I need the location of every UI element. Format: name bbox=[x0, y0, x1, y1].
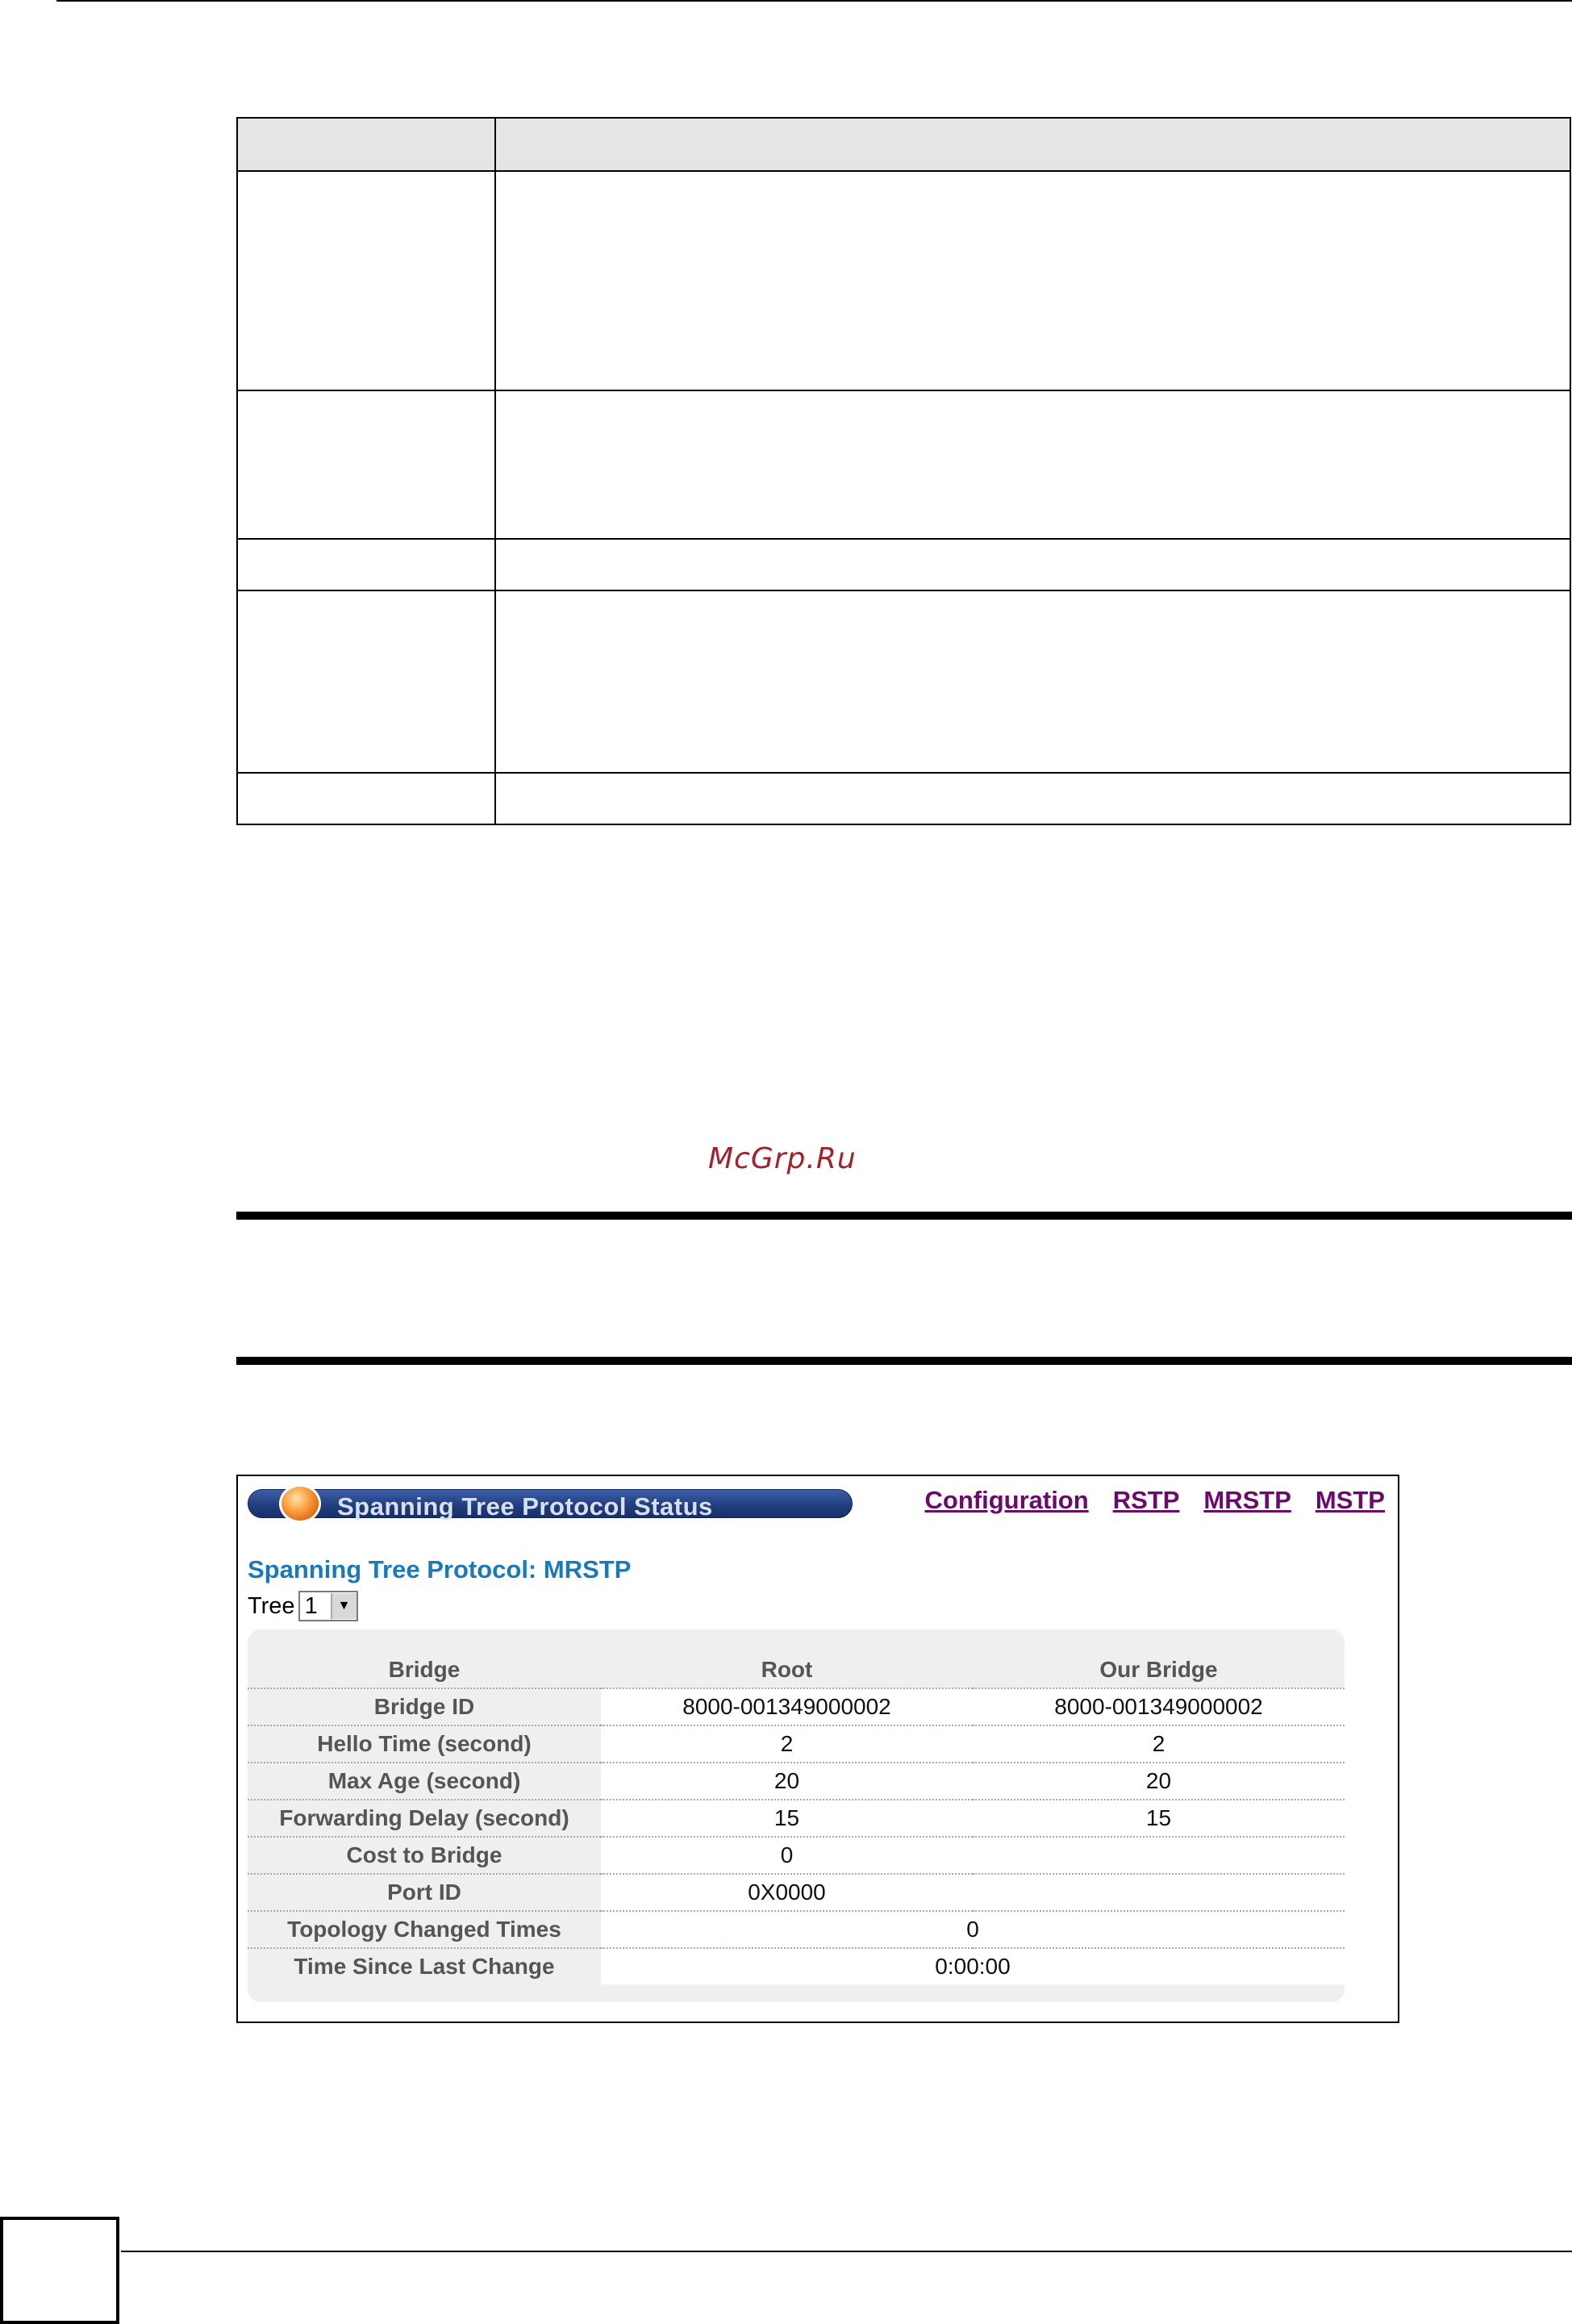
status-table-box bbox=[248, 1629, 1345, 2002]
panel-title: Spanning Tree Protocol Status bbox=[337, 1492, 713, 1521]
tree-label: Tree bbox=[248, 1592, 295, 1619]
table-row bbox=[248, 1874, 1345, 1911]
our-bridge-value: 8000-001349000002 bbox=[973, 1688, 1345, 1725]
root-value: 0 bbox=[601, 1837, 973, 1874]
row-label: Topology Changed Times bbox=[248, 1911, 601, 1948]
section-rule-bottom bbox=[236, 1357, 1572, 1365]
row-label: Bridge ID bbox=[248, 1688, 601, 1725]
link-mstp[interactable]: MSTP bbox=[1315, 1486, 1385, 1514]
nav-links bbox=[925, 1486, 1386, 1515]
footer-rule bbox=[121, 2251, 1572, 2252]
merged-value: 0 bbox=[601, 1911, 1345, 1948]
merged-value: 0:00:00 bbox=[601, 1948, 1345, 1984]
link-mrstp[interactable]: MRSTP bbox=[1203, 1486, 1291, 1514]
table-row bbox=[248, 1911, 1345, 1948]
table-row bbox=[237, 390, 1570, 539]
root-value: 8000-001349000002 bbox=[601, 1688, 973, 1725]
our-bridge-value: 20 bbox=[973, 1763, 1345, 1800]
tree-selector-row bbox=[248, 1591, 358, 1621]
title-bar bbox=[248, 1489, 853, 1521]
table-row bbox=[237, 773, 1570, 824]
our-bridge-value bbox=[973, 1837, 1345, 1874]
col-header-our-bridge: Our Bridge bbox=[973, 1652, 1345, 1688]
description-table bbox=[236, 117, 1571, 825]
page-number-box bbox=[0, 2217, 119, 2324]
table-row bbox=[237, 590, 1570, 773]
table-header-row bbox=[237, 118, 1570, 171]
table-row bbox=[248, 1725, 1345, 1763]
status-table-header bbox=[248, 1652, 1345, 1688]
link-configuration[interactable]: Configuration bbox=[924, 1486, 1089, 1514]
status-table bbox=[248, 1652, 1345, 1984]
our-bridge-value: 15 bbox=[973, 1800, 1345, 1837]
root-value: 0X0000 bbox=[601, 1874, 973, 1911]
our-bridge-value: 2 bbox=[973, 1725, 1345, 1763]
row-label: Port ID bbox=[248, 1874, 601, 1911]
tree-select-value: 1 bbox=[304, 1592, 318, 1619]
watermark-text: McGrp.Ru bbox=[708, 1142, 857, 1175]
table-row bbox=[248, 1837, 1345, 1874]
col-header-bridge: Bridge bbox=[248, 1652, 601, 1688]
table-row bbox=[248, 1800, 1345, 1837]
header-rule bbox=[56, 0, 1572, 2]
our-bridge-value bbox=[973, 1874, 1345, 1911]
table-row bbox=[248, 1688, 1345, 1725]
row-label: Time Since Last Change bbox=[248, 1948, 601, 1984]
root-value: 15 bbox=[601, 1800, 973, 1837]
table-row bbox=[237, 171, 1570, 390]
protocol-heading: Spanning Tree Protocol: MRSTP bbox=[248, 1555, 632, 1583]
orb-icon bbox=[279, 1484, 321, 1523]
tree-select[interactable] bbox=[298, 1591, 358, 1621]
section-rule-top bbox=[236, 1212, 1572, 1220]
col-header-root: Root bbox=[601, 1652, 973, 1688]
root-value: 2 bbox=[601, 1725, 973, 1763]
row-label: Max Age (second) bbox=[248, 1763, 601, 1800]
table-row bbox=[248, 1763, 1345, 1800]
chevron-down-icon[interactable]: ▼ bbox=[331, 1593, 357, 1619]
stp-status-screenshot bbox=[236, 1475, 1399, 2023]
link-rstp[interactable]: RSTP bbox=[1112, 1486, 1180, 1514]
table-row bbox=[237, 539, 1570, 590]
row-label: Forwarding Delay (second) bbox=[248, 1800, 601, 1837]
row-label: Cost to Bridge bbox=[248, 1837, 601, 1874]
root-value: 20 bbox=[601, 1763, 973, 1800]
row-label: Hello Time (second) bbox=[248, 1725, 601, 1763]
table-row bbox=[248, 1948, 1345, 1984]
